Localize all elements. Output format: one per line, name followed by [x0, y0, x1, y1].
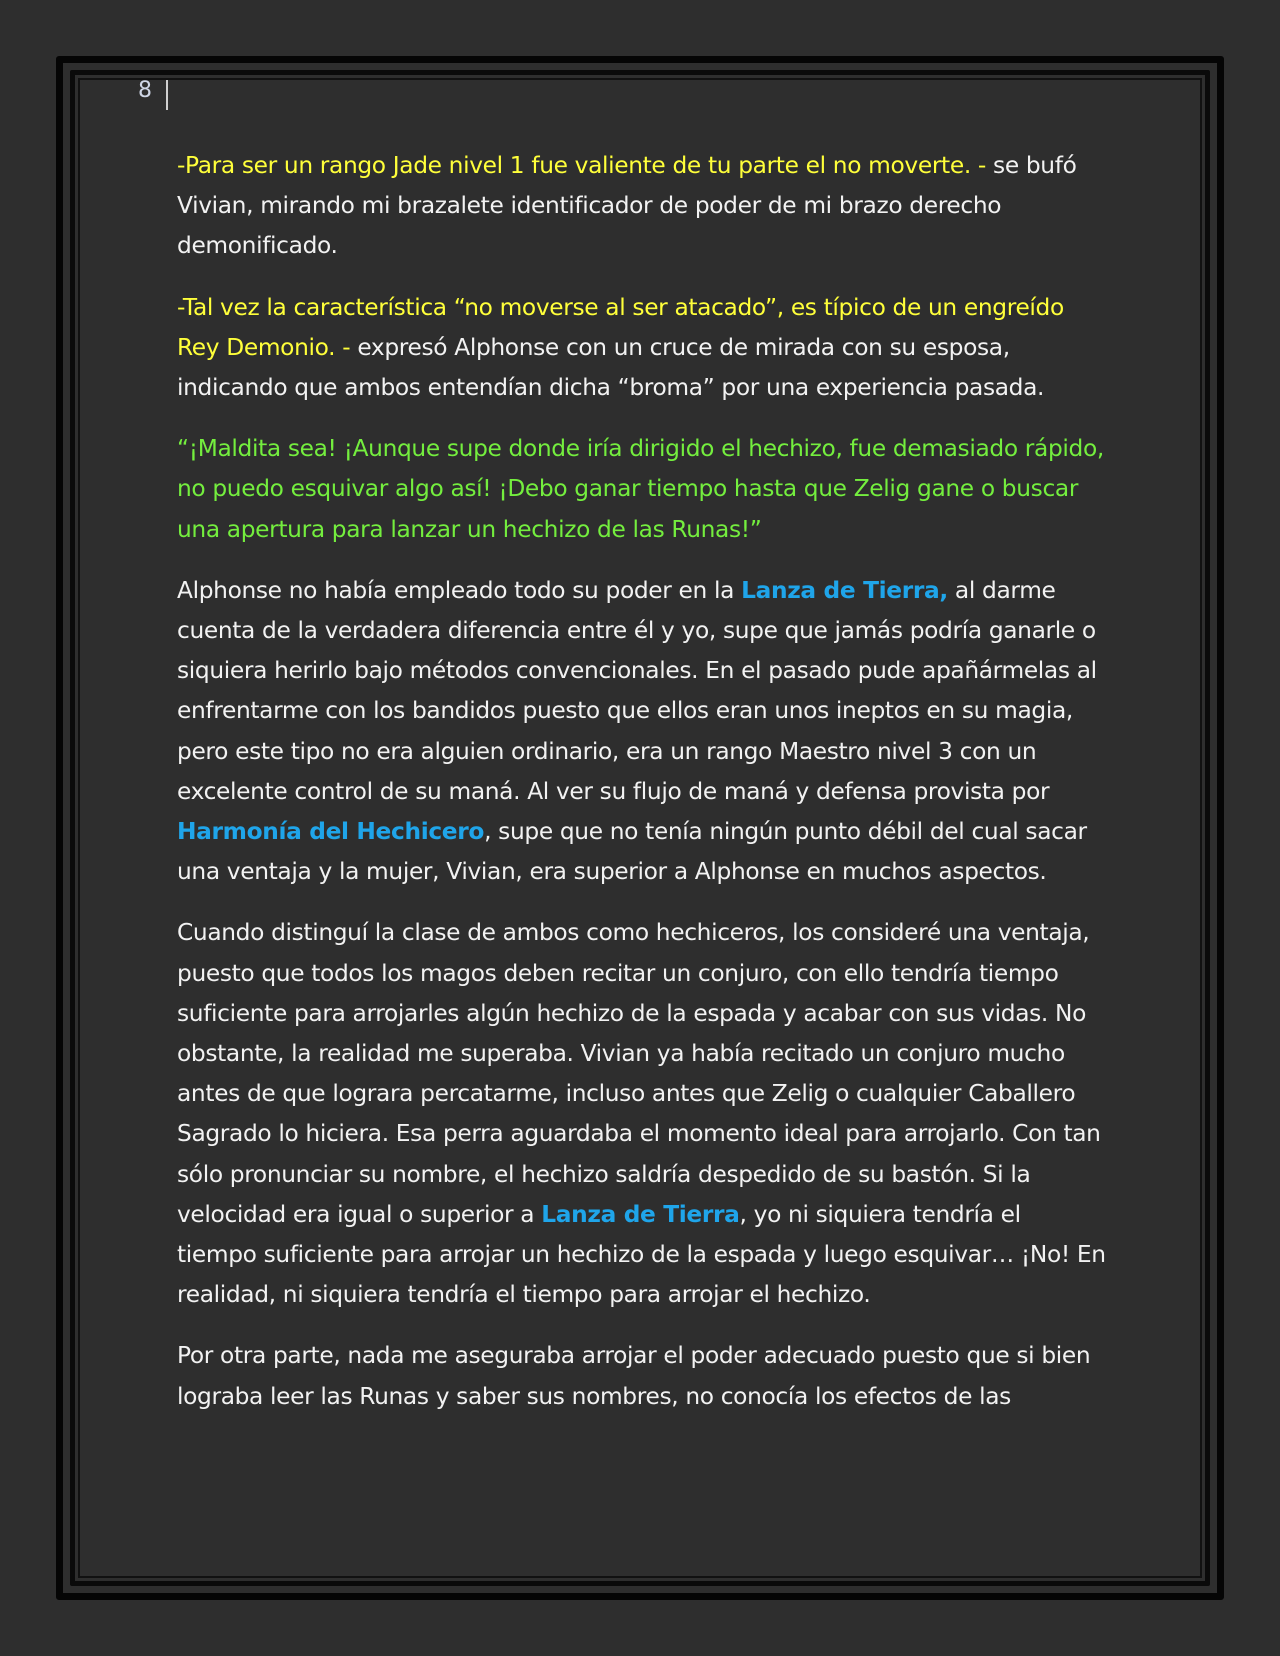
narration-text: Cuando distinguí la clase de ambos como hechiceros, los consideré una ventaja, puesto que todos los magos deben recitar un conjuro, con ello tendría tiempo suficiente para arrojarles algún hechizo de la espada y acabar con sus vidas. No obstante, la realidad me superaba. Vivian ya había recitado un conjuro mucho antes de que lograra percatarme, incluso antes que Zelig o cualquier Caballero Sagrado lo hiciera. Esa perra aguardaba el momento ideal para arrojarlo. Con tan sólo pronunciar su nombre, el hechizo saldría despedido de su bastón. Si la velocidad era igual o superior a	[177, 919, 1101, 1228]
narration-text: , supe que no tenía ningún punto débil del cual sacar una ventaja y la mujer, Vivian, era superior a Alphonse en muchos aspectos.	[177, 818, 1087, 886]
thought-text: “¡Maldita sea! ¡Aunque supe donde iría dirigido el hechizo, fue demasiado rápido, no puedo esquivar algo así! ¡Debo ganar tiempo hasta que Zelig gane o buscar una apertura para lanzar un hechizo de las Runas!”	[177, 435, 1104, 543]
paragraph	[177, 288, 1107, 409]
page-number-divider	[166, 80, 168, 110]
spell-name: Harmonía del Hechicero	[177, 818, 485, 846]
paragraph	[177, 429, 1107, 550]
narration-text: Alphonse no había empleado todo su poder en la	[177, 576, 742, 604]
spell-name: Lanza de Tierra,	[741, 576, 948, 604]
narration-text: , yo ni siquiera tendría el tiempo suficiente para arrojar un hechizo de la espada y luego esquivar… ¡No! En realidad, ni siquiera tendría el tiempo para arrojar el hechizo.	[177, 1200, 1106, 1309]
narration-text: expresó Alphonse con un cruce de mirada con su esposa, indicando que ambos entendían dicha “broma” por una experiencia pasada.	[177, 333, 1045, 402]
narration-text: al darme cuenta de la verdadera diferencia entre él y yo, supe que jamás podría ganarle o siquiera herirlo bajo métodos convencionales. En el pasado pude apañármelas al enfrentarme con los bandidos puesto que ellos eran unos ineptos en su magia, pero este tipo no era alguien ordinario, era un rango Maestro nivel 3 con un excelente control de su maná. Al ver su flujo de maná y defensa provista por	[177, 576, 1097, 805]
page-number: 8	[138, 78, 152, 103]
page-text	[177, 146, 1107, 1438]
paragraph	[177, 571, 1107, 893]
paragraph	[177, 913, 1107, 1315]
dialogue-text: -Tal vez la característica “no moverse al ser atacado”, es típico de un engreído Rey Demonio. -	[177, 293, 1064, 361]
paragraph	[177, 1336, 1107, 1416]
narration-text: se bufó Vivian, mirando mi brazalete identificador de poder de mi brazo derecho demonificado.	[177, 152, 1077, 260]
paragraph	[177, 146, 1107, 267]
spell-name: Lanza de Tierra	[541, 1200, 740, 1228]
narration-text: Por otra parte, nada me aseguraba arrojar el poder adecuado puesto que si bien lograba leer las Runas y saber sus nombres, no conocía los efectos de las	[177, 1342, 1091, 1410]
dialogue-text: -Para ser un rango Jade nivel 1 fue valiente de tu parte el no moverte. -	[177, 152, 994, 179]
